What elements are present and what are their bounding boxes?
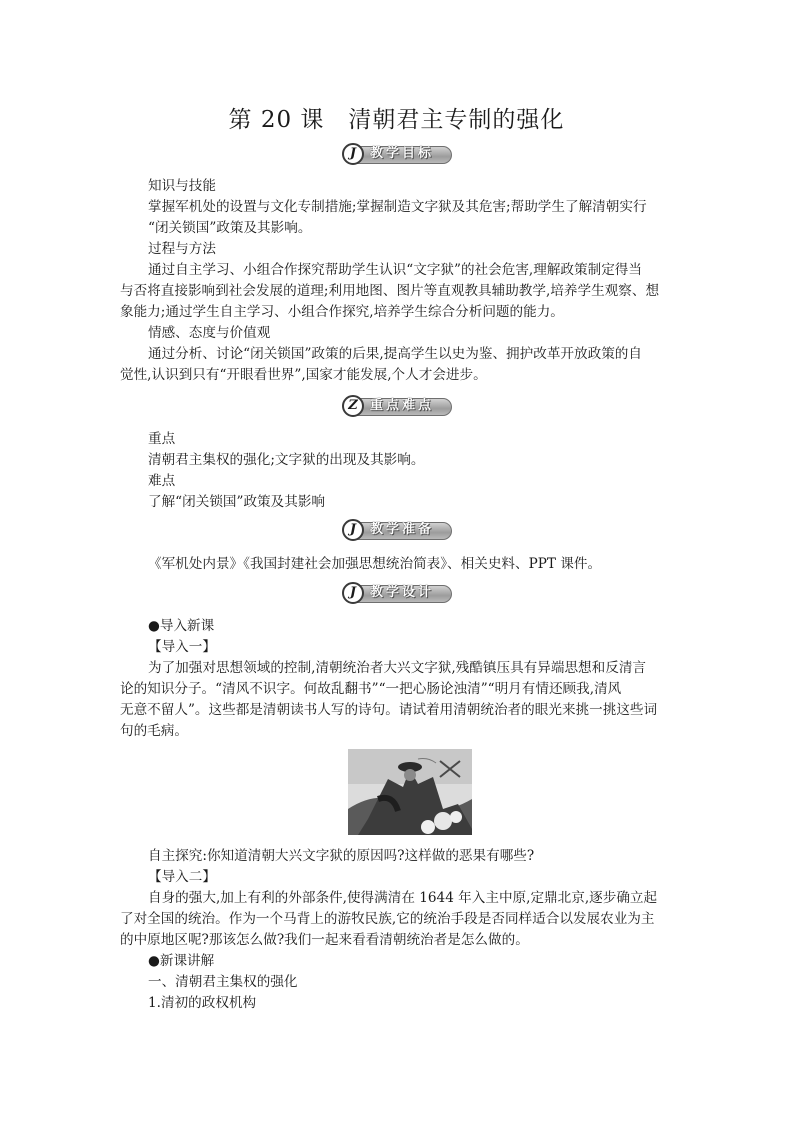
banner-label: 教学目标 xyxy=(370,146,435,161)
paragraph-line: 无意不留人”。这些都是清朝读书人写的诗句。请试着用清朝统治者的眼光来挑一挑这些词 xyxy=(120,702,658,718)
letter-badge-icon: J xyxy=(342,582,364,604)
sub-heading: 【导入一】 xyxy=(148,639,216,655)
paragraph-line: 自身的强大,加上有利的外部条件,使得满清在 1644 年入主中原,定鼎北京,逐步确立起 xyxy=(148,890,658,906)
question-line: 自主探究:你知道清朝大兴文字狱的原因吗?这样做的恶果有哪些? xyxy=(148,848,535,864)
paragraph-line: 论的知识分子。“清风不识字。何故乱翻书”“一把心肠论浊清”“明月有情还顾我,清风 xyxy=(120,681,622,697)
paragraph-line: 与否将直接影响到社会发展的道理;利用地图、图片等直观教具辅助教学,培养学生观察、想 xyxy=(120,283,660,299)
banner-teaching-design xyxy=(342,582,452,604)
subsection-heading: 1.清初的政权机构 xyxy=(148,995,257,1011)
paragraph-line: 觉性,认识到只有“开眼看世界”,国家才能发展,个人才会进步。 xyxy=(120,367,487,383)
banner-label: 教学准备 xyxy=(370,522,435,537)
section-heading: 重点 xyxy=(148,431,176,447)
lesson-title: 第 20 课 清朝君主专制的强化 xyxy=(228,107,565,133)
paragraph-line: 通过自主学习、小组合作探究帮助学生认识“文字狱”的社会危害,理解政策制定得当 xyxy=(148,262,642,278)
letter-badge-icon: Z xyxy=(342,395,364,417)
paragraph-line: 《军机处内景》《我国封建社会加强思想统治简表》、相关史料、PPT 课件。 xyxy=(148,556,602,572)
bullet-heading: ● 导入新课 xyxy=(148,616,214,636)
section-heading: 难点 xyxy=(148,473,176,489)
letter-badge-icon: J xyxy=(342,519,364,541)
paragraph-line: 通过分析、讨论“闭关锁国”政策的后果,提高学生以史为鉴、拥护改革开放政策的自 xyxy=(148,346,642,362)
sub-heading: 【导入二】 xyxy=(148,869,216,885)
section-heading: 知识与技能 xyxy=(148,178,216,194)
letter-badge-icon: J xyxy=(342,143,364,165)
section-heading: 一、清朝君主集权的强化 xyxy=(148,974,298,990)
paragraph-line: 了对全国的统治。作为一个马背上的游牧民族,它的统治手段是否同样适合以发展农业为主 xyxy=(120,911,655,927)
section-heading: 过程与方法 xyxy=(148,241,216,257)
paragraph-line: 象能力;通过学生自主学习、小组合作探究,培养学生综合分析问题的能力。 xyxy=(120,304,564,320)
bullet-heading: ● 新课讲解 xyxy=(148,951,214,971)
paragraph-line: 为了加强对思想领域的控制,清朝统治者大兴文字狱,残酷镇压具有异端思想和反清言 xyxy=(148,660,647,676)
paragraph-line: 清朝君主集权的强化;文字狱的出现及其影响。 xyxy=(148,452,425,468)
banner-teaching-goals xyxy=(342,143,452,165)
section-heading: 情感、态度与价值观 xyxy=(148,325,271,341)
banner-teaching-prep xyxy=(342,519,452,541)
paragraph-line: 的中原地区呢?那该怎么做?我们一起来看看清朝统治者是怎么做的。 xyxy=(120,932,529,948)
paragraph-line: “闭关锁国”政策及其影响。 xyxy=(148,220,312,236)
banner-label: 重点难点 xyxy=(370,398,435,413)
paragraph-line: 了解“闭关锁国”政策及其影响 xyxy=(148,494,326,510)
illustration-image xyxy=(348,749,472,835)
paragraph-line: 句的毛病。 xyxy=(120,723,188,739)
paragraph-line: 掌握军机处的设置与文化专制措施;掌握制造文字狱及其危害;帮助学生了解清朝实行 xyxy=(148,199,647,215)
illustration-drawing xyxy=(348,749,472,835)
banner-key-difficult xyxy=(342,395,452,417)
banner-label: 教学设计 xyxy=(370,585,435,600)
